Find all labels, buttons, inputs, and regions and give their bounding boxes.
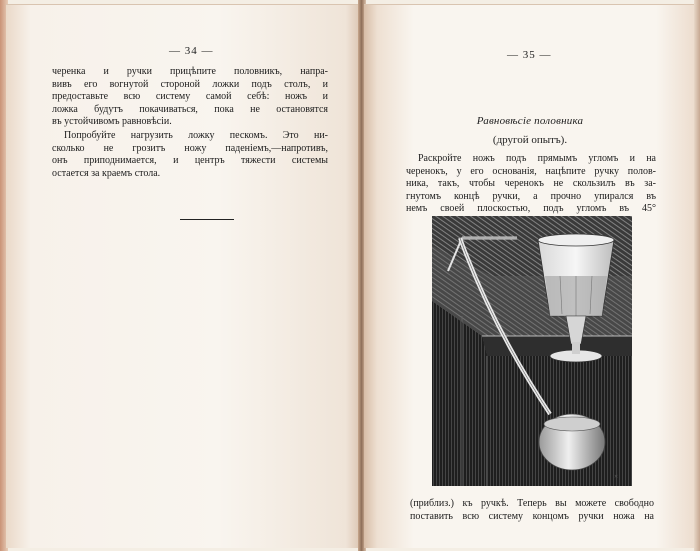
text-line: (приблиз.) къ ручкѣ. Теперь вы можете свободно [410, 498, 654, 509]
section-divider-rule [180, 219, 234, 220]
right-paragraph-2 [410, 498, 654, 523]
text-line: ника, такъ, чтобы черенокъ не скользилъ въ за- [406, 178, 656, 190]
text-line: предоставьте всю систему самой себѣ: ножъ и [52, 91, 328, 103]
text-line: черенокъ, у его основанія, нацѣпите ручку полов- [406, 165, 656, 177]
right-paragraph-1 [406, 153, 656, 216]
left-page [6, 4, 360, 548]
text-line: вивъ его вогнутой стороной ложки подъ столъ, и [52, 78, 328, 90]
text-line: сколько не грозитъ ножу паденіемъ,—напротивъ, [52, 142, 328, 154]
ladle-and-glass-engraving-icon [432, 216, 632, 486]
text-line: гнутомъ концѣ ручки, а прочно упирался въ [406, 190, 656, 202]
engraver-mark: ✕ [614, 475, 619, 480]
page-number-35: — 35 — [507, 49, 552, 61]
text-line: черенка и ручки прицѣпите половникъ, напра- [52, 66, 328, 77]
text-line: Попробуйте нагрузить ложку пескомъ. Это ни- [64, 130, 328, 141]
left-paragraph-1 [52, 66, 328, 129]
text-line: остается за краемъ стола. [52, 167, 161, 179]
page-number-34: — 34 — [169, 45, 214, 57]
text-line: немъ своей плоскостью, подъ угломъ въ 45° [406, 203, 656, 215]
section-title: Равновѣсіе половника [476, 115, 584, 127]
text-line: ложка будутъ покачиваться, пока не остановятся [52, 103, 328, 115]
text-line: Раскройте ножъ подъ прямымъ угломъ и на [418, 153, 656, 164]
left-paragraph-2 [52, 130, 328, 180]
text-line: онъ приподнимается, и центръ тяжести системы [52, 155, 328, 167]
right-page-edge [694, 0, 700, 551]
right-page [364, 4, 696, 548]
section-subtitle: (другой опытъ). [492, 134, 568, 146]
text-line: поставить всю систему концомъ ручки ножа на [410, 510, 654, 522]
text-line: въ устойчивомъ равновѣсіи. [52, 116, 172, 128]
